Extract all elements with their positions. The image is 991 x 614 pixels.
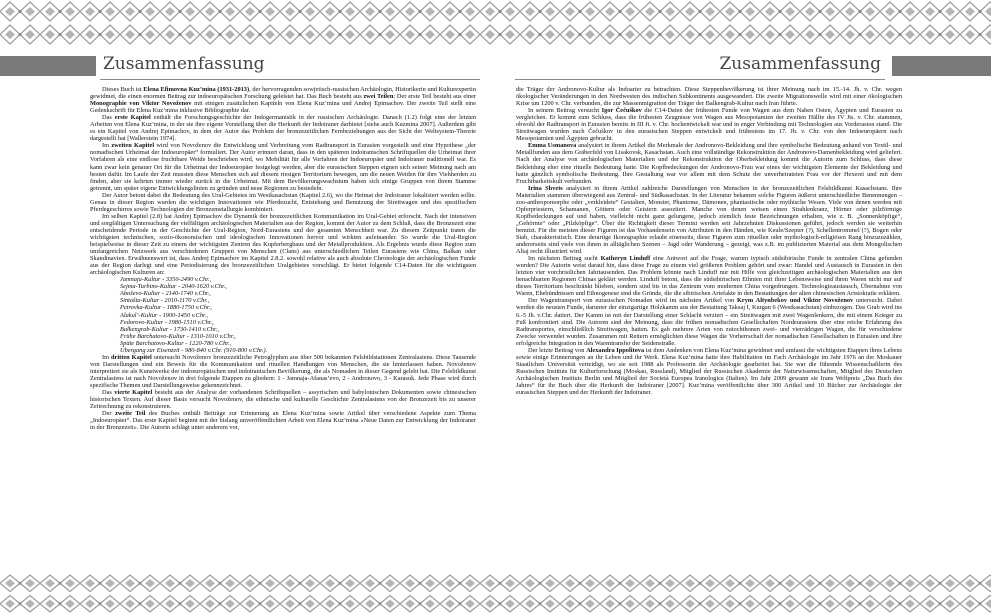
page-title-left: Zusammenfassung — [103, 54, 265, 74]
culture-dates-list — [120, 276, 476, 354]
header-tab-right — [892, 56, 991, 76]
paragraph: die Träger der Andronovo-Kultur als Indoarier zu betrachten. Diese Steppenbevölkerung ist ihrer Meinung nach im 15.-14. Jh. v. Chr. wegen ökologischer Veränderungen in den Nordwesten des indischen Subkontinents ausgewandert. Die zweite Migrationswelle wird mit einer ökologischen Krise um 1200 v. Chr. verbunden, die zur Massenmigration der Träger der Balkengrab-Kultur nach Iran führte. — [516, 86, 902, 108]
paragraph: Der Wagentransport von eurasischen Nomaden wird im nächsten Artikel von Krym Altynbekov und Viktor Novoženov untersucht. Dabei werden die neusten Funde, darunter der einzigartige Holzkamm aus der Bestattung Taksaj I, Kurgan 6 (Westkasachstan) einbezogen. Das Grab wird ins 6.-5 Jh. v.Chr. datiert. Der Kamm ist mit der Darstellung einer Schlacht verziert – ein Streitwagen mit zwei Wagenlenkern, die mit einem Krieger zu Fuß konfrontiert sind. Die Autoren sind der Meinung, dass die frühen nomadischen Gesellschaften Nordeurasiens über eine reiche Erfahrung des Radtransportes, einschließlich Streitwagen, hatten. Es gab mehrere Arten von zutochthonen zwei- und vierrädrigen Wagen, die für verschiedene Zwecke verwendet wurden. Zusammen mit Reitern ermöglichten diese Wagen die Vorherrschaft der nomadischen Gesellschaften in Eurasien und ihre erfolgreiche Integration in den Warentransfer der Seidenstraße. — [516, 297, 902, 347]
paragraph: Der Autor betont dabei die Bedeutung des Ural-Gebietes im Westkasachstan (Kapitel 2.6), wo die Heimat der Indoiraner lokalisiert werden sollte. Genau in dieser Region wurden die wichtigen Innovationen wie Pferdezucht, Entstehung und Benutzung der Streitwagen und des spezifischen Pferdegeschirres sowie Technologien der Bronzemetallurgie kombiniert. — [90, 191, 476, 213]
paragraph: Das vierte Kapitel besteht aus der Analyse der vorhandenen Schriftquellen – assyrischen und babylonischen Dokumenten sowie chinesischen historischen Texten. Auf dieser Basis versucht Novoženov, die ethnische und kulturelle Geschichte Zentralasiens von der Bronzezeit bis zu unserer Zeitrechnung zu rekonstruieren. — [90, 389, 476, 411]
right-page-text — [516, 86, 902, 566]
paragraph: Emma Usmanova analysiert in ihrem Artikel die Merkmale der Andronovo-Bekleidung und ihre symbolische Bedeutung anhand von Textil- und Metallfunden aus dem Gräberfeld von Lisakovsk, Kasachstan. Auch eine vollständige Rekonstruktion der Andronovo-Damenbekleidung wird geliefert. Nach der Analyse von archäologischen Materialien und der Rekonstruktion der Oberbekleidung kommt die Autorin zum Schluss, dass diese Bekleidung eher eine rituelle Bedeutung hatte. Die Kopfbedeckungen der Andronovo-Frau war eines der wichtigsten Elemente der Bekleidung und hatte gänzlich symbolische Bedeutung. Ihre Gestaltung war vor allem mit dem Schutz der unverheirateten Frau vor der Hexerei und mit dem Fruchtbarkeitskult verbunden. — [516, 142, 902, 185]
paragraph: In seinem Beitrag versucht Igor Čečuškov die C14-Daten der frühesten Funde von Wagen aus dem Nahen Osten, Ägypten und Eurasien zu vergleichen. Er kommt zum Schluss, dass die frühesten Zeugnisse von Wagen aus Mesopotamien der zweiten Hälfte des IV Jts. v. Chr. stammen, obwohl der Radtransport in Eurasien bereits in III Jt. v. Chr. hochentwickelt war und in enger Verbindung mit Technologien aus Vorderasien stand. Die Streitwagen wurden nach Čečuškov in den eurasischen Steppen entwickelt und frühestens im 17. Jh. v. Chr. von den Indoeuropäern nach Mesopotamien und Ägypten gebracht. — [516, 107, 902, 143]
paragraph: Im zweiten Kapitel wird von Novoženov die Entwicklung und Verbreitung vom Radtransport in Eurasien vorgestellt und eine Hypothese „der nomadischen Urheimat der Indoeuropäer“ formuliert. Der Autor erinnert daran, dass in den späteren indoiranischen Schriftquellen die Urheimat ihrer Vorfahren als eine endlose fruchtbare Weide beschrieben wird, wo Mobilität für alle Vorfahren der Indoeuropäer und Indoiraner traditionell war. Es kann zwar kein genauer Ort für die Urheimat der Indoeuropäer festgelegt werden, aber die eurasischen Steppen eignen sich seiner Meinung nach am besten dafür. Im Laufe der Zeit mussten diese Menschen sich auf diesem riesigen Territorium bewegen, um die neuen Weiden für ihre Viehherden zu finden, aber sie kehrten immer wieder zurück in die Urheimat. Mit dem Bevölkerungswachstum haben sich einige Gruppen von ihrem Stamme getrennt, um später eigene Entwicklungslinien zu gründen und neue Regionen zu besiedeln. — [90, 142, 476, 192]
header-rule-right — [515, 79, 885, 80]
list-item: Sintašta-Kultur - 2010-1170 v.Chr., — [120, 297, 210, 305]
page-title-right: Zusammenfassung — [719, 54, 881, 74]
list-item: Alakul’-Kultur - 1900-1450 v.Chr., — [120, 311, 208, 319]
paragraph: Irina Shvets analysiert in ihrem Artikel zahlreiche Darstellungen von Menschen in der bronzezeitlichen Felsbildkunst Kasachstans. Ihre Materialien stammen überwiegend aus Zentral- und Südkasachstan. In der Literatur bekamen solche Figuren äußerst unterschiedliche Benennungen – zoo-anthropomorphe oder „verkleidete“ Gestalten, Monster, Phantome, Dämonen, phantastische oder mythische Wesen. Viele von denen werden mit Opferpriestern, Schamanen, Göttern oder Geistern assoziiert. Manche von denen weisen einen Strahlenkranz, Hörner oder pilzförmige Kopfbedeckungen auf und haben, vielleicht nicht ganz gelungene, jedoch ziemlich feste Bezeichnungen erhalten, wie z. B. „Sonnenköpfige“, „Gehörnte“ oder „Pilzköpfige“. Über die Richtigkeit dieser Termini werden seit Jahrzehnten Diskussionen geführt, jedoch werden sie weiterhin benutzt. Für die meisten dieser Figuren ist das Vorhandensein von Attributen in den Händen, wie Keule/Szepter (?), Schellentrommel (?), Bogen oder Stab, charakteristisch. Eine derartige Ikonographie erlaubt einerseits, diese Figuren zum rituellen oder mythologisch-religiösen Rang hinzuzuzählen, andererseits sind viele von ihnen in alltäglichen Szenen – Jagd oder Wanderung – gezeigt, was z.B. im publizierten Material aus dem Mongolischen Altaj recht illustriert wird. — [516, 184, 902, 256]
left-page-text — [90, 86, 476, 566]
ornament-pattern-top — [0, 0, 991, 46]
ornament-pattern-bottom — [0, 573, 991, 614]
list-item: Späte Barchatovo-Kultur - 1220-780 v.Chr., — [120, 339, 232, 347]
list-item: Balkengrab-Kultur - 1730-1410 v.Chr., — [120, 325, 219, 333]
header-rule-left — [100, 79, 480, 80]
list-item: Petrovka-Kultur - 1880-1750 v.Chr., — [120, 304, 212, 312]
list-item: Fedorovo-Kultur - 1980-1510 v.Chr., — [120, 318, 214, 326]
list-item: Sejma-Turbino-Kultur - 2040-1620 v.Chr., — [120, 283, 228, 291]
list-item: Jamnaja-Kultur - 3350-2490 v.Chr., — [120, 276, 212, 284]
paragraph: Der letzte Beitrag von Alexandra Ippolitova ist dem Andenken von Elena Kuz’mina gewidmet und umfasst die wichtigsten Etappen ihres Lebens sowie einige Erinnerungen an ihr Leben und ihr Werk. Elena Kuz’mina hatte ihre Habilitation im Fach Archäologie im Jahr 1976 an der Moskauer Staatlichen Universität verteidigt, wo sie seit 1988 als Professorin der Archäologie gearbeitet hat. Sie war die führende Wissenschaftlerin des Russischen Instituts für Kulturforschung (Moskau, Russland), Mitglied der Russischen Akademie der Naturwissenschaften, Mitglied des Deutschen Archäologischen Instituts Berlin und Mitglied der Società Europea Iranologica (Italien). Im Jahr 2009 gewann sie Irans Weltpreis „Das Buch des Jahres“ für ihr Buch über die Herkunft der Indoiraner [2007]. Kuz’mina veröffentlichte über 300 Artikel und 10 Bücher zur Archäologie der eurasischen Steppen und der Herkunft der Indoiraner. — [516, 346, 902, 397]
paragraph: Im nächsten Beitrag sucht Katheryn Linduff eine Antwort auf die Frage, warum typisch südsibirische Funde in zentralen China gefunden wurden? Die Autorin weist darauf hin, dass diese Frage zu einem viel größeren Problem gehört und zwar: Handel und Austausch in Eurasien in den letzten vier vorchristlichen Jahrtausenden. Das Problem könnte nach Linduff nur mit Hilfe von gleichzeitigen archäologischen Materialien aus den benachbarten Regionen Chinas geklärt werden. Linduff betont, dass die südsibirischen Ethnien mit ihrer Lebensweise und ihren Waren nicht nur auf dieses Territorium beschränkt blieben, sondern sind bis in das Zentrum vom modernen China vorgedrungen. Technologieaustausch, Übernahme von Waren, Ehebündnissen und Ethnogenese sind die Gründe, die die sibirischen Artefakte in den Bestattungen der alten chinesischen Aristokratie erklären. — [516, 255, 902, 298]
paragraph: Das erste Kapitel enthält die Forschungsgeschichte der Indogermanistik in der russischen Archäologie. Danach (1.2) folgt eine der letzten Arbeiten von Elena Kuz’mina, in der sie ihre eigene Vorstellung über die Herkunft der Indoiraner darbietet [siehe auch Kuzmina 2007]. Außerdem gibt es ein Kapitel von Andrej Epimachov, in dem der Autor das Problem der bronzezeitlichen Fernbeziehungen aus der Sicht der Weltsystem-Theorie dargestellt hat [Wallerstein 1974]. — [90, 114, 476, 143]
list-item: Übergang zur Eisenzeit - 980-840 v.Chr. (910-800 v.Chr.). — [120, 346, 268, 354]
list-item: Abaševo-Kultur - 2140-1740 v.Chr., — [120, 290, 211, 298]
list-item: Frühe Barchatovo-Kultur - 1310-1010 v.Chr., — [120, 332, 236, 340]
paragraph: Der zweite Teil des Buches enthält Beiträge zur Erinnerung an Elena Kuz’mina sowie Artikel über verschiedene Aspekte zum Thema „Indoeuropäer“. Das erste Kapitel beginnt mit der bislang unveröffentlichten Arbeit von Elena Kuz’mina «Neue Daten zur Entwicklung der Indoiraner in der Bronzezeit». Die Autorin schlägt unter anderem vor, — [90, 410, 476, 432]
header-tab-left — [0, 56, 96, 76]
paragraph: Im dritten Kapitel untersucht Novoženov bronzezeitliche Petroglyphen aus über 500 bekannten Felsbildstationen Zentralasiens. Diese Tausende von Darstellungen sind ein Beweis für die Kommunikation und rituellen Handlungen von Menschen, die sie hinterlassen haben. Novoženov interpretiert sie als Kunstwerke der indoeuropäischen und indoiranischen Bevölkerung, die als Nomaden in dieser Gegend gelebt hat. Die Felsbildkunst Zentralasiens ist nach Novoženov in drei folgende Etappen zu gliedern: 1 - Jamnaja-Afanas’evo, 2 - Andronovo, 3 - Karasuk. Jede Phase wird durch spezifische Themen und Darstellungsweise gekennzeichnet. — [90, 353, 476, 389]
paragraph: Im selben Kapitel (2.8) hat Andrej Epimachov die Dynamik der bronzezeitlichen Kommunikation im Ural-Gebiet erforscht. Nach der intensiven und sorgfältigen Untersuchung der vielfältigen archäologischen Materialien aus der Region, kommt der Autor zu dem Schluß, dass die Bronzezeit eine entscheidende Periode in der Geschichte der Ural-Region, Nord-Eurasiens und der gesamten Menschheit war. Zu diesem Zeitpunkt traten die wichtigsten technischen, sozio-ökonomischen und ideologischen Innovationen hervor und wirkten aufeinander. So wurde die Ural-Region beispielweise in dieser Zeit zu einem der wichtigsten Zentren des Kupferbergbaus und der Metallproduktion. Als Ergebnis wurde diese Region zum umfangreichen Netzwerk aus verschiedenen Gruppen von Menschen (Clans) aus unterschiedlichen Teilen Eurasiens wie China, Balkan oder Skandinavien. Erwähnenswert ist, dass Andrej Epimachov im Kapitel 2.8.2. sowohl relative als auch absolute Chronologie der archäologischen Funde aus der Region darlegt und eine Periodisierung des bronzezeitlichen Uralgebietes vorschlägt. Er bietet folgende C14-Daten für die wichtigsten archäologischen Kulturen an: — [90, 212, 476, 277]
ornamental-border-top — [0, 0, 991, 46]
right-page-header — [495, 56, 991, 76]
ornamental-border-bottom — [0, 573, 991, 614]
paragraph: Dieses Buch ist Elena Efimovna Kuz’mina (1931-2013), der hervorragenden sowjetisch-russischen Archäologin, Historikerin und Kulturexpertin gewidmet, die einen enormen Beitrag zur indoeuropäischen Forschung geleistet hat. Das Buch besteht aus zwei Teilen: Der erste Teil besteht aus einer Monographie von Viktor Novoženov mit einigen zusätzlichen Kapiteln von Elena Kuz’mina und Andrej Epimachov. Der zweite Teil stellt eine Gedenkschrift für Elena Kuz’mina inklusive Bibliographie dar. — [90, 86, 476, 115]
left-page-header — [0, 56, 495, 76]
